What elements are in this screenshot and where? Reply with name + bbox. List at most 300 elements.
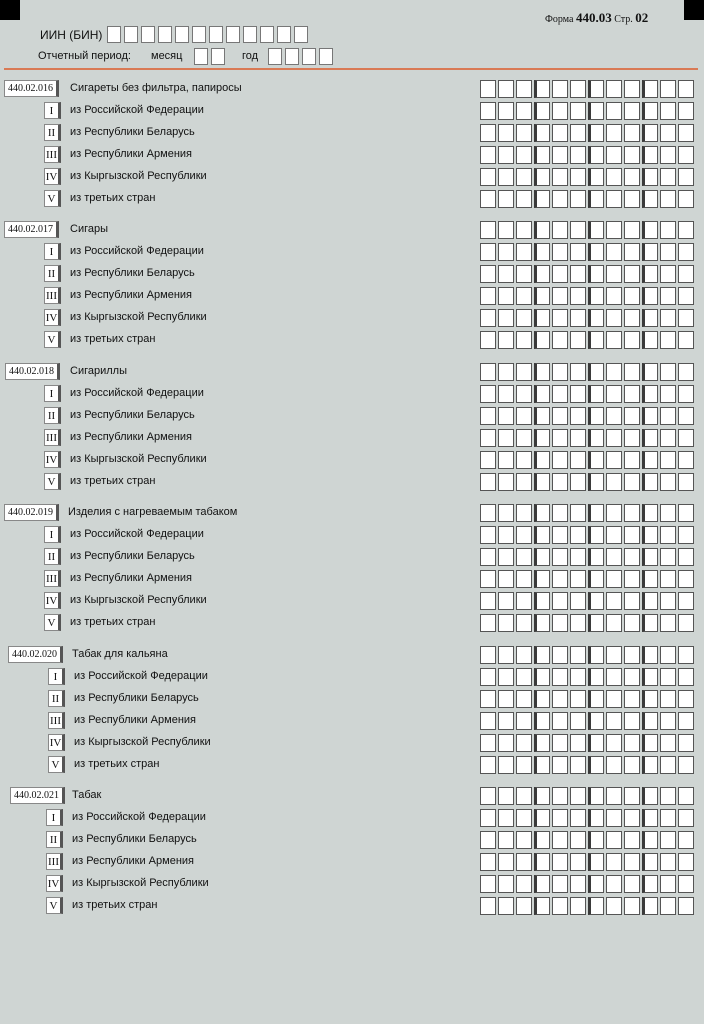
value-digit-cell[interactable]: [678, 168, 694, 186]
iin-digit-cell[interactable]: [260, 26, 274, 43]
value-digit-cell[interactable]: [480, 221, 496, 239]
value-digit-cell[interactable]: [516, 831, 532, 849]
value-digit-cell[interactable]: [552, 504, 568, 522]
value-digit-cell[interactable]: [642, 646, 658, 664]
value-digit-cell[interactable]: [624, 875, 640, 893]
value-digit-cell[interactable]: [516, 734, 532, 752]
value-digit-cell[interactable]: [570, 331, 586, 349]
value-digit-cell[interactable]: [588, 614, 604, 632]
value-digit-cell[interactable]: [642, 265, 658, 283]
value-digit-cell[interactable]: [660, 712, 676, 730]
value-digit-cell[interactable]: [570, 787, 586, 805]
value-digit-cell[interactable]: [570, 168, 586, 186]
value-digit-cell[interactable]: [660, 570, 676, 588]
value-digit-cell[interactable]: [552, 897, 568, 915]
value-digit-cell[interactable]: [606, 451, 622, 469]
value-digit-cell[interactable]: [606, 80, 622, 98]
value-digit-cell[interactable]: [624, 734, 640, 752]
value-digit-cell[interactable]: [642, 853, 658, 871]
value-digit-cell[interactable]: [516, 221, 532, 239]
value-digit-cell[interactable]: [534, 363, 550, 381]
value-digit-cell[interactable]: [516, 787, 532, 805]
value-digit-cell[interactable]: [534, 146, 550, 164]
year-digit-cell[interactable]: [319, 48, 333, 65]
value-digit-cell[interactable]: [570, 124, 586, 142]
value-digit-cell[interactable]: [570, 102, 586, 120]
value-digit-cell[interactable]: [552, 690, 568, 708]
value-digit-cell[interactable]: [588, 407, 604, 425]
value-digit-cell[interactable]: [480, 668, 496, 686]
value-digit-cell[interactable]: [552, 221, 568, 239]
value-digit-cell[interactable]: [588, 146, 604, 164]
value-digit-cell[interactable]: [678, 265, 694, 283]
value-digit-cell[interactable]: [516, 80, 532, 98]
value-digit-cell[interactable]: [498, 429, 514, 447]
value-digit-cell[interactable]: [588, 473, 604, 491]
value-digit-cell[interactable]: [534, 526, 550, 544]
value-digit-cell[interactable]: [498, 124, 514, 142]
value-digit-cell[interactable]: [588, 363, 604, 381]
value-digit-cell[interactable]: [588, 168, 604, 186]
value-digit-cell[interactable]: [588, 429, 604, 447]
value-digit-cell[interactable]: [534, 287, 550, 305]
value-digit-cell[interactable]: [498, 451, 514, 469]
value-digit-cell[interactable]: [552, 646, 568, 664]
value-digit-cell[interactable]: [534, 102, 550, 120]
value-digit-cell[interactable]: [642, 831, 658, 849]
value-digit-cell[interactable]: [678, 221, 694, 239]
value-digit-cell[interactable]: [660, 504, 676, 522]
value-digit-cell[interactable]: [534, 853, 550, 871]
value-digit-cell[interactable]: [570, 243, 586, 261]
value-digit-cell[interactable]: [642, 756, 658, 774]
value-digit-cell[interactable]: [516, 570, 532, 588]
value-digit-cell[interactable]: [660, 690, 676, 708]
value-digit-cell[interactable]: [480, 243, 496, 261]
value-digit-cell[interactable]: [606, 712, 622, 730]
value-digit-cell[interactable]: [660, 287, 676, 305]
month-digit-cell[interactable]: [211, 48, 225, 65]
value-digit-cell[interactable]: [678, 592, 694, 610]
value-digit-cell[interactable]: [624, 756, 640, 774]
value-digit-cell[interactable]: [642, 124, 658, 142]
value-digit-cell[interactable]: [642, 146, 658, 164]
value-digit-cell[interactable]: [480, 875, 496, 893]
value-digit-cell[interactable]: [588, 287, 604, 305]
value-digit-cell[interactable]: [534, 668, 550, 686]
value-digit-cell[interactable]: [606, 614, 622, 632]
value-digit-cell[interactable]: [588, 787, 604, 805]
value-digit-cell[interactable]: [660, 668, 676, 686]
value-digit-cell[interactable]: [588, 712, 604, 730]
value-digit-cell[interactable]: [534, 875, 550, 893]
value-digit-cell[interactable]: [678, 451, 694, 469]
value-digit-cell[interactable]: [678, 712, 694, 730]
value-digit-cell[interactable]: [642, 331, 658, 349]
value-digit-cell[interactable]: [588, 756, 604, 774]
value-digit-cell[interactable]: [498, 221, 514, 239]
value-digit-cell[interactable]: [480, 385, 496, 403]
value-digit-cell[interactable]: [570, 712, 586, 730]
value-digit-cell[interactable]: [660, 734, 676, 752]
value-digit-cell[interactable]: [606, 473, 622, 491]
value-digit-cell[interactable]: [516, 712, 532, 730]
value-digit-cell[interactable]: [552, 168, 568, 186]
value-digit-cell[interactable]: [552, 80, 568, 98]
value-digit-cell[interactable]: [624, 809, 640, 827]
value-digit-cell[interactable]: [552, 592, 568, 610]
value-digit-cell[interactable]: [480, 526, 496, 544]
value-digit-cell[interactable]: [678, 429, 694, 447]
value-digit-cell[interactable]: [498, 473, 514, 491]
value-digit-cell[interactable]: [678, 146, 694, 164]
value-digit-cell[interactable]: [642, 668, 658, 686]
value-digit-cell[interactable]: [678, 102, 694, 120]
value-digit-cell[interactable]: [534, 168, 550, 186]
value-digit-cell[interactable]: [516, 526, 532, 544]
iin-digit-cell[interactable]: [294, 26, 308, 43]
value-digit-cell[interactable]: [498, 668, 514, 686]
value-digit-cell[interactable]: [534, 734, 550, 752]
value-digit-cell[interactable]: [516, 168, 532, 186]
value-digit-cell[interactable]: [480, 504, 496, 522]
value-digit-cell[interactable]: [516, 451, 532, 469]
value-digit-cell[interactable]: [534, 221, 550, 239]
value-digit-cell[interactable]: [498, 614, 514, 632]
value-digit-cell[interactable]: [624, 614, 640, 632]
value-digit-cell[interactable]: [624, 473, 640, 491]
value-digit-cell[interactable]: [678, 853, 694, 871]
value-digit-cell[interactable]: [660, 646, 676, 664]
value-digit-cell[interactable]: [624, 124, 640, 142]
year-digit-cell[interactable]: [268, 48, 282, 65]
value-digit-cell[interactable]: [624, 265, 640, 283]
value-digit-cell[interactable]: [498, 504, 514, 522]
value-digit-cell[interactable]: [570, 853, 586, 871]
value-digit-cell[interactable]: [588, 734, 604, 752]
value-digit-cell[interactable]: [570, 875, 586, 893]
value-digit-cell[interactable]: [588, 309, 604, 327]
value-digit-cell[interactable]: [678, 570, 694, 588]
value-digit-cell[interactable]: [624, 287, 640, 305]
value-digit-cell[interactable]: [678, 831, 694, 849]
value-digit-cell[interactable]: [552, 287, 568, 305]
value-digit-cell[interactable]: [624, 451, 640, 469]
value-digit-cell[interactable]: [660, 385, 676, 403]
month-field[interactable]: [194, 48, 225, 65]
value-digit-cell[interactable]: [534, 309, 550, 327]
value-digit-cell[interactable]: [498, 80, 514, 98]
value-digit-cell[interactable]: [552, 331, 568, 349]
value-digit-cell[interactable]: [660, 407, 676, 425]
year-digit-cell[interactable]: [302, 48, 316, 65]
value-digit-cell[interactable]: [606, 146, 622, 164]
value-digit-cell[interactable]: [570, 897, 586, 915]
value-digit-cell[interactable]: [660, 146, 676, 164]
value-digit-cell[interactable]: [606, 407, 622, 425]
value-digit-cell[interactable]: [570, 668, 586, 686]
value-digit-cell[interactable]: [480, 287, 496, 305]
value-digit-cell[interactable]: [516, 592, 532, 610]
value-digit-cell[interactable]: [588, 570, 604, 588]
iin-digit-cell[interactable]: [107, 26, 121, 43]
value-digit-cell[interactable]: [606, 102, 622, 120]
value-digit-cell[interactable]: [570, 451, 586, 469]
value-digit-cell[interactable]: [678, 473, 694, 491]
value-digit-cell[interactable]: [534, 614, 550, 632]
value-digit-cell[interactable]: [552, 451, 568, 469]
value-digit-cell[interactable]: [606, 897, 622, 915]
value-digit-cell[interactable]: [624, 548, 640, 566]
value-digit-cell[interactable]: [534, 429, 550, 447]
value-digit-cell[interactable]: [534, 787, 550, 805]
value-digit-cell[interactable]: [678, 124, 694, 142]
value-digit-cell[interactable]: [642, 473, 658, 491]
value-digit-cell[interactable]: [498, 526, 514, 544]
value-digit-cell[interactable]: [678, 787, 694, 805]
value-digit-cell[interactable]: [588, 243, 604, 261]
value-digit-cell[interactable]: [498, 168, 514, 186]
value-digit-cell[interactable]: [642, 787, 658, 805]
month-digit-cell[interactable]: [194, 48, 208, 65]
value-digit-cell[interactable]: [660, 614, 676, 632]
value-digit-cell[interactable]: [642, 363, 658, 381]
value-digit-cell[interactable]: [660, 429, 676, 447]
value-digit-cell[interactable]: [606, 168, 622, 186]
value-digit-cell[interactable]: [498, 385, 514, 403]
value-digit-cell[interactable]: [642, 190, 658, 208]
value-digit-cell[interactable]: [552, 875, 568, 893]
value-digit-cell[interactable]: [606, 287, 622, 305]
iin-digit-cell[interactable]: [243, 26, 257, 43]
value-digit-cell[interactable]: [570, 504, 586, 522]
value-digit-cell[interactable]: [660, 473, 676, 491]
value-digit-cell[interactable]: [480, 80, 496, 98]
value-digit-cell[interactable]: [480, 734, 496, 752]
value-digit-cell[interactable]: [570, 831, 586, 849]
value-digit-cell[interactable]: [570, 146, 586, 164]
value-digit-cell[interactable]: [570, 592, 586, 610]
value-digit-cell[interactable]: [606, 363, 622, 381]
value-digit-cell[interactable]: [606, 221, 622, 239]
value-digit-cell[interactable]: [606, 646, 622, 664]
value-digit-cell[interactable]: [516, 548, 532, 566]
value-digit-cell[interactable]: [480, 897, 496, 915]
value-digit-cell[interactable]: [642, 429, 658, 447]
value-digit-cell[interactable]: [552, 102, 568, 120]
value-digit-cell[interactable]: [678, 385, 694, 403]
value-digit-cell[interactable]: [642, 712, 658, 730]
value-digit-cell[interactable]: [516, 407, 532, 425]
value-digit-cell[interactable]: [660, 875, 676, 893]
value-digit-cell[interactable]: [606, 331, 622, 349]
value-digit-cell[interactable]: [498, 646, 514, 664]
value-digit-cell[interactable]: [660, 221, 676, 239]
value-digit-cell[interactable]: [570, 756, 586, 774]
value-digit-cell[interactable]: [480, 570, 496, 588]
value-digit-cell[interactable]: [642, 592, 658, 610]
value-digit-cell[interactable]: [480, 712, 496, 730]
value-digit-cell[interactable]: [624, 526, 640, 544]
value-digit-cell[interactable]: [498, 287, 514, 305]
value-digit-cell[interactable]: [570, 548, 586, 566]
value-digit-cell[interactable]: [588, 124, 604, 142]
value-digit-cell[interactable]: [642, 451, 658, 469]
value-digit-cell[interactable]: [534, 570, 550, 588]
value-digit-cell[interactable]: [624, 712, 640, 730]
value-digit-cell[interactable]: [516, 614, 532, 632]
value-digit-cell[interactable]: [534, 504, 550, 522]
value-digit-cell[interactable]: [678, 243, 694, 261]
value-digit-cell[interactable]: [624, 146, 640, 164]
value-digit-cell[interactable]: [642, 548, 658, 566]
value-digit-cell[interactable]: [534, 265, 550, 283]
value-digit-cell[interactable]: [498, 363, 514, 381]
value-digit-cell[interactable]: [498, 756, 514, 774]
value-digit-cell[interactable]: [552, 614, 568, 632]
value-digit-cell[interactable]: [678, 756, 694, 774]
value-digit-cell[interactable]: [606, 875, 622, 893]
value-digit-cell[interactable]: [480, 190, 496, 208]
value-digit-cell[interactable]: [606, 668, 622, 686]
value-digit-cell[interactable]: [624, 221, 640, 239]
value-digit-cell[interactable]: [678, 80, 694, 98]
value-digit-cell[interactable]: [516, 331, 532, 349]
iin-field[interactable]: [107, 26, 308, 43]
value-digit-cell[interactable]: [606, 592, 622, 610]
value-digit-cell[interactable]: [534, 690, 550, 708]
value-digit-cell[interactable]: [498, 897, 514, 915]
value-digit-cell[interactable]: [588, 897, 604, 915]
value-digit-cell[interactable]: [678, 897, 694, 915]
value-digit-cell[interactable]: [606, 265, 622, 283]
value-digit-cell[interactable]: [480, 168, 496, 186]
value-digit-cell[interactable]: [534, 451, 550, 469]
value-digit-cell[interactable]: [570, 221, 586, 239]
value-digit-cell[interactable]: [624, 592, 640, 610]
value-digit-cell[interactable]: [516, 646, 532, 664]
value-digit-cell[interactable]: [588, 592, 604, 610]
value-digit-cell[interactable]: [588, 668, 604, 686]
value-digit-cell[interactable]: [660, 363, 676, 381]
value-digit-cell[interactable]: [534, 407, 550, 425]
value-digit-cell[interactable]: [660, 243, 676, 261]
value-digit-cell[interactable]: [480, 451, 496, 469]
value-digit-cell[interactable]: [516, 124, 532, 142]
value-digit-cell[interactable]: [498, 592, 514, 610]
value-digit-cell[interactable]: [570, 363, 586, 381]
value-digit-cell[interactable]: [588, 875, 604, 893]
value-digit-cell[interactable]: [498, 875, 514, 893]
year-field[interactable]: [268, 48, 333, 65]
value-digit-cell[interactable]: [552, 429, 568, 447]
value-digit-cell[interactable]: [534, 831, 550, 849]
value-digit-cell[interactable]: [606, 124, 622, 142]
value-digit-cell[interactable]: [624, 309, 640, 327]
value-digit-cell[interactable]: [480, 756, 496, 774]
value-digit-cell[interactable]: [498, 146, 514, 164]
value-digit-cell[interactable]: [678, 331, 694, 349]
value-digit-cell[interactable]: [552, 712, 568, 730]
value-digit-cell[interactable]: [498, 809, 514, 827]
value-digit-cell[interactable]: [660, 451, 676, 469]
value-digit-cell[interactable]: [588, 331, 604, 349]
value-digit-cell[interactable]: [516, 668, 532, 686]
value-digit-cell[interactable]: [678, 526, 694, 544]
iin-digit-cell[interactable]: [209, 26, 223, 43]
iin-digit-cell[interactable]: [158, 26, 172, 43]
value-digit-cell[interactable]: [642, 809, 658, 827]
value-digit-cell[interactable]: [570, 190, 586, 208]
value-digit-cell[interactable]: [588, 265, 604, 283]
value-digit-cell[interactable]: [606, 526, 622, 544]
value-digit-cell[interactable]: [588, 853, 604, 871]
value-digit-cell[interactable]: [480, 429, 496, 447]
value-digit-cell[interactable]: [516, 146, 532, 164]
value-digit-cell[interactable]: [516, 756, 532, 774]
value-digit-cell[interactable]: [660, 124, 676, 142]
value-digit-cell[interactable]: [534, 473, 550, 491]
value-digit-cell[interactable]: [480, 309, 496, 327]
value-digit-cell[interactable]: [624, 385, 640, 403]
value-digit-cell[interactable]: [534, 646, 550, 664]
value-digit-cell[interactable]: [498, 787, 514, 805]
value-digit-cell[interactable]: [606, 190, 622, 208]
value-digit-cell[interactable]: [516, 809, 532, 827]
value-digit-cell[interactable]: [624, 407, 640, 425]
value-digit-cell[interactable]: [480, 548, 496, 566]
value-digit-cell[interactable]: [480, 146, 496, 164]
value-digit-cell[interactable]: [678, 504, 694, 522]
value-digit-cell[interactable]: [642, 407, 658, 425]
value-digit-cell[interactable]: [606, 787, 622, 805]
value-digit-cell[interactable]: [624, 504, 640, 522]
value-digit-cell[interactable]: [678, 668, 694, 686]
value-digit-cell[interactable]: [624, 190, 640, 208]
value-digit-cell[interactable]: [624, 853, 640, 871]
value-digit-cell[interactable]: [606, 309, 622, 327]
value-digit-cell[interactable]: [606, 429, 622, 447]
value-digit-cell[interactable]: [534, 756, 550, 774]
value-digit-cell[interactable]: [588, 385, 604, 403]
value-digit-cell[interactable]: [534, 124, 550, 142]
value-digit-cell[interactable]: [624, 243, 640, 261]
value-digit-cell[interactable]: [606, 756, 622, 774]
value-digit-cell[interactable]: [552, 831, 568, 849]
value-digit-cell[interactable]: [516, 875, 532, 893]
value-digit-cell[interactable]: [606, 831, 622, 849]
value-digit-cell[interactable]: [588, 451, 604, 469]
value-digit-cell[interactable]: [480, 124, 496, 142]
value-digit-cell[interactable]: [660, 853, 676, 871]
value-digit-cell[interactable]: [498, 407, 514, 425]
value-digit-cell[interactable]: [678, 646, 694, 664]
value-digit-cell[interactable]: [570, 385, 586, 403]
value-digit-cell[interactable]: [552, 853, 568, 871]
value-digit-cell[interactable]: [552, 385, 568, 403]
value-digit-cell[interactable]: [624, 80, 640, 98]
value-digit-cell[interactable]: [660, 809, 676, 827]
value-digit-cell[interactable]: [660, 265, 676, 283]
value-digit-cell[interactable]: [678, 287, 694, 305]
value-digit-cell[interactable]: [552, 190, 568, 208]
value-digit-cell[interactable]: [498, 831, 514, 849]
value-digit-cell[interactable]: [606, 734, 622, 752]
value-digit-cell[interactable]: [678, 190, 694, 208]
value-digit-cell[interactable]: [552, 526, 568, 544]
value-digit-cell[interactable]: [480, 690, 496, 708]
value-digit-cell[interactable]: [588, 504, 604, 522]
